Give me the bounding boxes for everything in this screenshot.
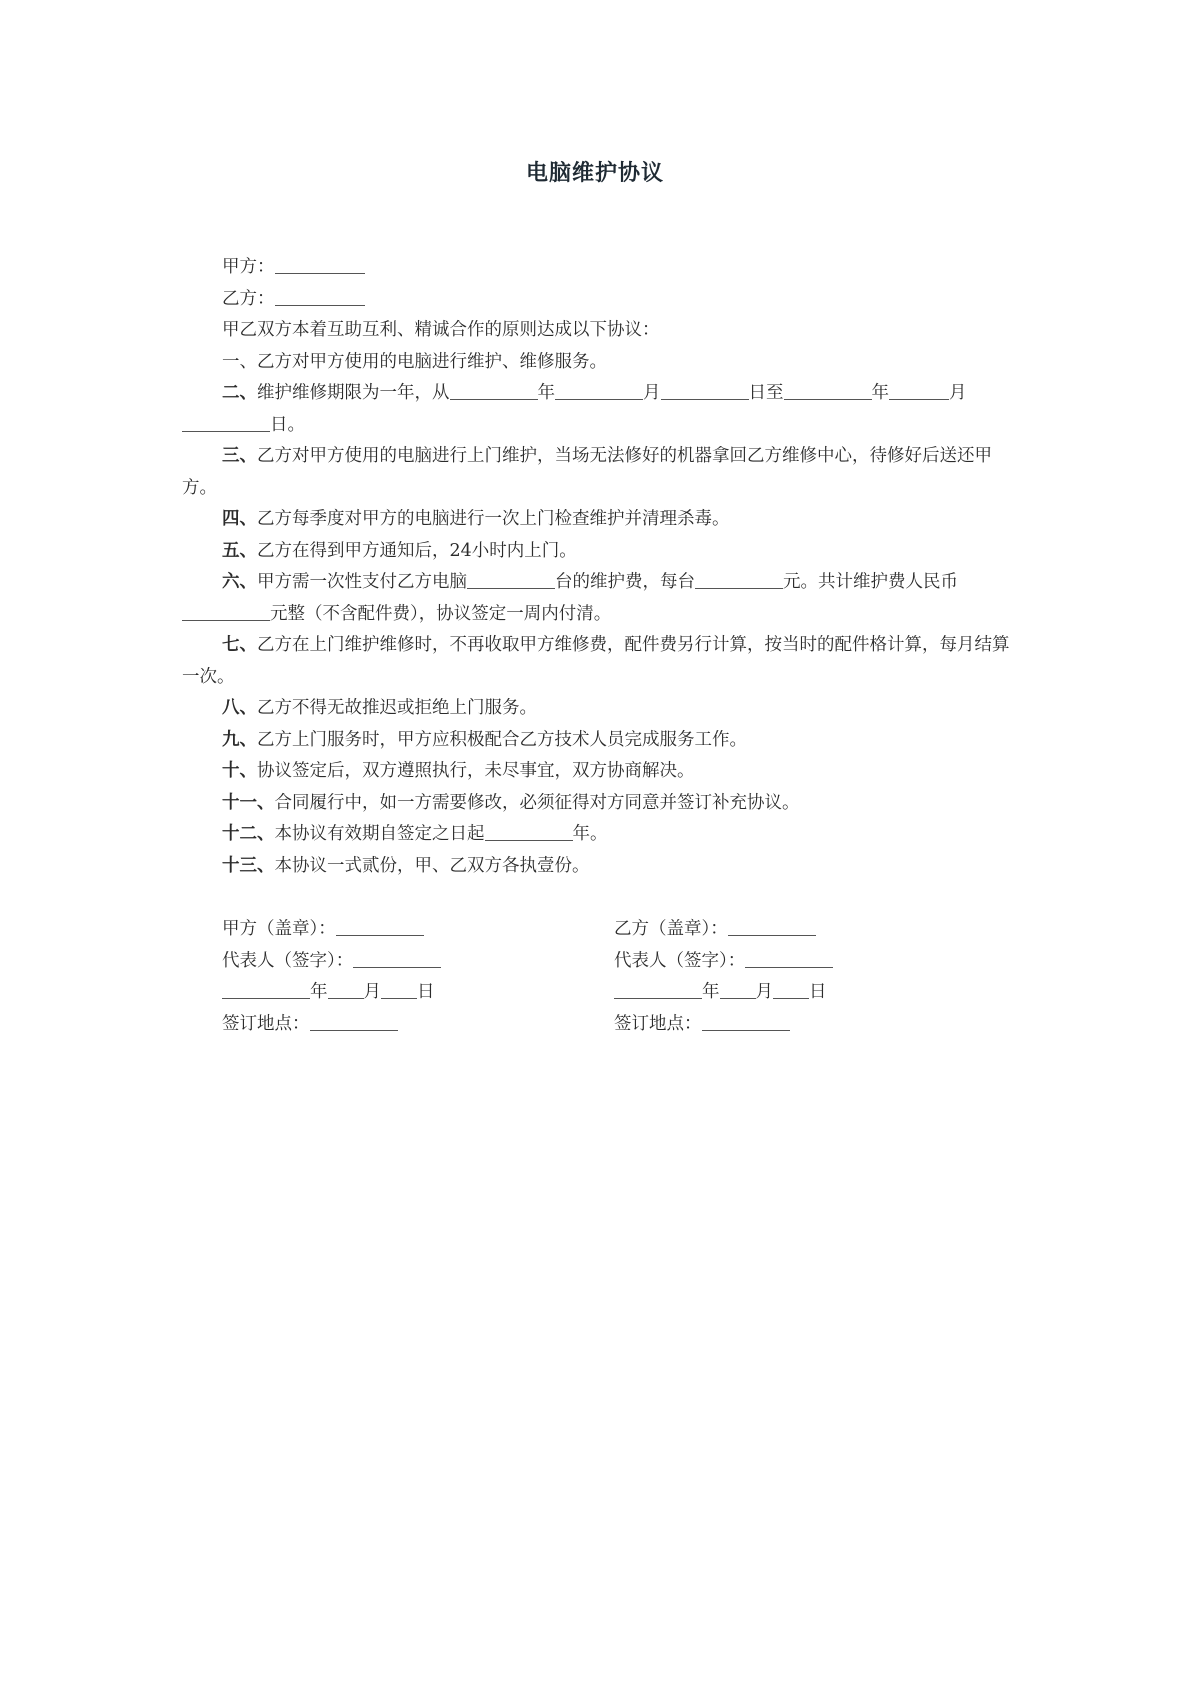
seal-blank[interactable] — [728, 917, 816, 936]
clause-12 — [182, 819, 1018, 851]
party-b-blank[interactable] — [275, 287, 365, 306]
month-label: 月 — [363, 982, 381, 1002]
rep-label: 代表人（签字）： — [614, 950, 746, 971]
clause-text: 年 — [537, 383, 555, 403]
date-line — [222, 977, 441, 1009]
clause-text: 年 — [871, 383, 889, 403]
clause-text: 乙方对甲方使用的电脑进行上门维护，当场无法修好的机器拿回乙方维修中心，待修好后送还甲方。 — [182, 446, 992, 498]
clause-11 — [182, 788, 1018, 820]
year-label: 年 — [702, 982, 720, 1002]
end-month-blank[interactable] — [889, 381, 949, 400]
clause-number: 七、 — [222, 635, 257, 655]
clause-text: 台的维护费，每台 — [555, 572, 695, 592]
seal-line — [222, 914, 441, 946]
clause-text: 日至 — [748, 383, 784, 403]
place-line — [614, 1009, 833, 1041]
rep-line — [614, 946, 833, 978]
clause-number: 十三、 — [222, 855, 275, 876]
clause-number: 十一、 — [222, 792, 275, 813]
clause-text: 乙方上门服务时，甲方应积极配合乙方技术人员完成服务工作。 — [257, 729, 747, 750]
clause-5 — [182, 536, 1018, 568]
clause-number: 五、 — [222, 540, 257, 561]
clause-text: 协议签定后，双方遵照执行，未尽事宜，双方协商解决。 — [257, 761, 695, 781]
unit-fee-blank[interactable] — [695, 570, 783, 589]
rep-blank[interactable] — [353, 949, 441, 968]
clause-2 — [182, 378, 1018, 441]
start-year-blank[interactable] — [450, 381, 538, 400]
clause-10 — [182, 756, 1018, 788]
year-blank[interactable] — [222, 980, 310, 999]
clause-8 — [182, 693, 1018, 725]
clause-number: 四、 — [222, 509, 257, 529]
total-fee-blank[interactable] — [182, 602, 270, 621]
place-label: 签订地点： — [614, 1013, 702, 1034]
signature-block-party-b — [614, 914, 833, 1040]
place-label: 签订地点： — [222, 1013, 310, 1034]
clause-number: 八、 — [222, 698, 257, 718]
place-blank[interactable] — [310, 1012, 398, 1031]
clause-text: 乙方不得无故推迟或拒绝上门服务。 — [257, 698, 537, 718]
clause-number: 一、 — [222, 351, 257, 372]
clause-text: 年。 — [572, 824, 608, 844]
rep-blank[interactable] — [745, 949, 833, 968]
year-label: 年 — [310, 982, 328, 1002]
signature-block-party-a — [222, 914, 441, 1040]
party-b-label: 乙方： — [222, 288, 275, 309]
place-blank[interactable] — [702, 1012, 790, 1031]
clause-13 — [182, 851, 1018, 883]
month-label: 月 — [755, 982, 773, 1002]
document-title: 电脑维护协议 — [525, 161, 664, 186]
clause-number: 三、 — [222, 446, 257, 466]
day-label: 日 — [809, 982, 827, 1002]
clause-text: 乙方对甲方使用的电脑进行维护、维修服务。 — [257, 351, 607, 372]
clause-text: 甲方需一次性支付乙方电脑 — [257, 572, 467, 592]
clause-text: 日。 — [270, 414, 305, 435]
validity-years-blank[interactable] — [485, 822, 573, 841]
clause-1 — [182, 347, 1018, 379]
rep-label: 代表人（签字）： — [222, 950, 354, 971]
start-month-blank[interactable] — [555, 381, 643, 400]
clause-text: 乙方在上门维护维修时，不再收取甲方维修费，配件费另行计算，按当时的配件格计算，每月结算一次。 — [182, 635, 1010, 687]
day-blank[interactable] — [381, 980, 417, 999]
day-blank[interactable] — [773, 980, 809, 999]
year-blank[interactable] — [614, 980, 702, 999]
clause-text: 元整（不含配件费），协议签定一周内付清。 — [270, 603, 612, 624]
end-day-blank[interactable] — [182, 413, 270, 432]
clause-text: 乙方在得到甲方通知后，24小时内上门。 — [257, 540, 577, 561]
start-day-blank[interactable] — [661, 381, 749, 400]
clause-number: 二、 — [222, 383, 257, 403]
clause-text: 维护维修期限为一年，从 — [257, 383, 450, 403]
document-body — [182, 252, 1018, 882]
clause-number: 十、 — [222, 761, 257, 781]
party-b-line — [182, 284, 1018, 316]
month-blank[interactable] — [328, 980, 364, 999]
clause-4 — [182, 504, 1018, 536]
clause-3 — [182, 441, 1018, 504]
day-label: 日 — [417, 982, 435, 1002]
seal-label: 甲方（盖章）： — [222, 919, 336, 939]
clause-6 — [182, 567, 1018, 630]
clause-text: 月 — [949, 383, 967, 403]
end-year-blank[interactable] — [784, 381, 872, 400]
clause-text: 本协议有效期自签定之日起 — [274, 824, 485, 844]
clause-7 — [182, 630, 1018, 693]
clause-number: 九、 — [222, 729, 257, 750]
preamble: 甲乙双方本着互助互利、精诚合作的原则达成以下协议： — [222, 320, 660, 340]
seal-label: 乙方（盖章）： — [614, 919, 728, 939]
clause-text: 元。共计维护费人民币 — [783, 572, 958, 592]
party-a-label: 甲方： — [222, 257, 275, 277]
month-blank[interactable] — [720, 980, 756, 999]
date-line — [614, 977, 833, 1009]
rep-line — [222, 946, 441, 978]
clause-text: 本协议一式贰份，甲、乙双方各执壹份。 — [274, 855, 590, 876]
clause-number: 六、 — [222, 572, 257, 592]
place-line — [222, 1009, 441, 1041]
party-a-line — [182, 252, 1018, 284]
seal-blank[interactable] — [336, 917, 424, 936]
clause-9 — [182, 725, 1018, 757]
clause-text: 乙方每季度对甲方的电脑进行一次上门检查维护并清理杀毒。 — [257, 509, 730, 529]
party-a-blank[interactable] — [275, 255, 365, 274]
computer-count-blank[interactable] — [467, 570, 555, 589]
clause-number: 十二、 — [222, 824, 275, 844]
clause-text: 合同履行中，如一方需要修改，必须征得对方同意并签订补充协议。 — [274, 792, 800, 813]
clause-text: 月 — [643, 383, 661, 403]
seal-line — [614, 914, 833, 946]
